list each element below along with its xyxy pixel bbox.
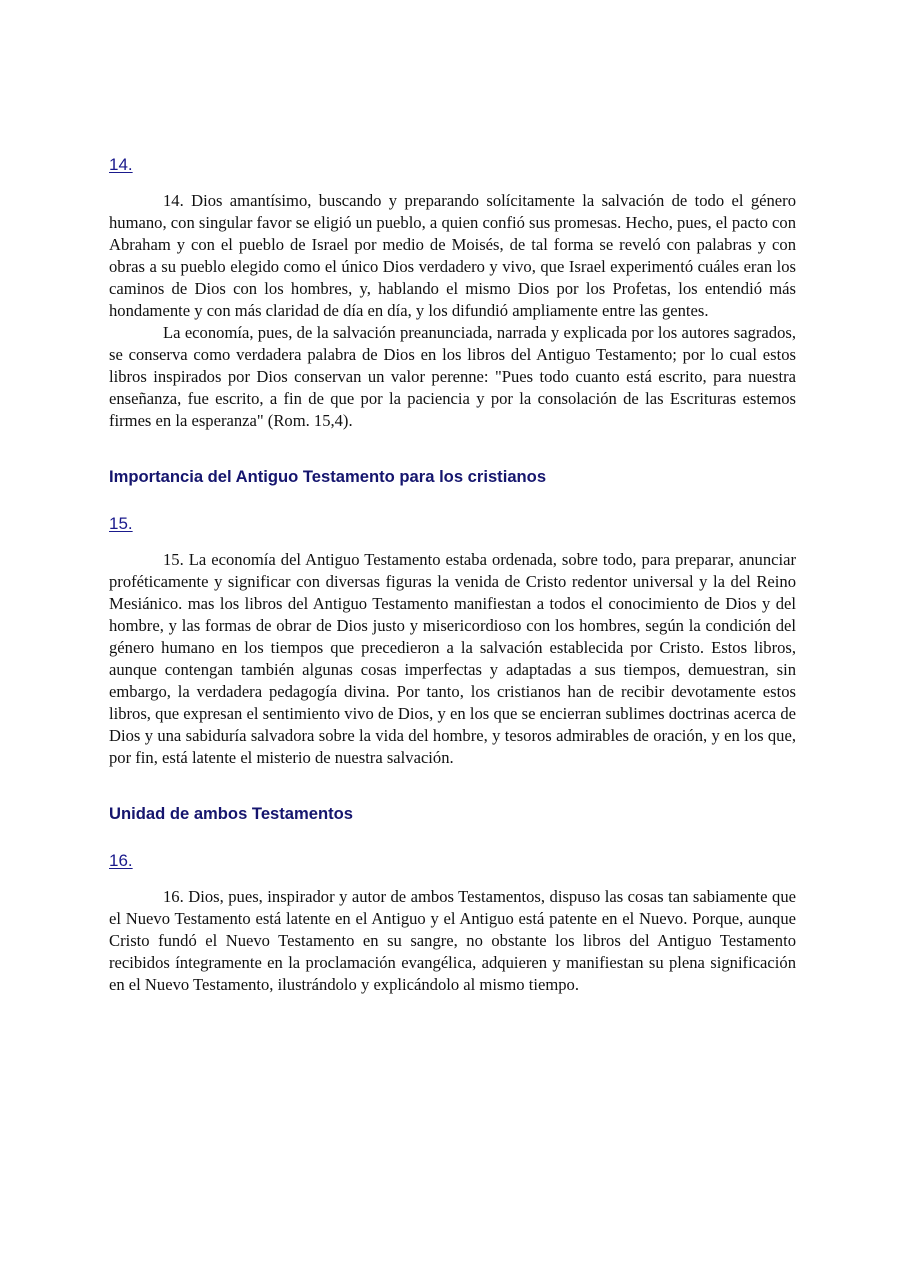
section-heading-importancia: Importancia del Antiguo Testamento para los cristianos [109, 467, 547, 486]
paragraph-14-body: 14. Dios amantísimo, buscando y preparando solícitamente la salvación de todo el género humano, con singular favor se eligió un pueblo, a quien confió sus promesas. Hecho, pues, el pacto con Abraham y con el pueblo de Israel por medio de Moisés, de tal forma se reveló con palabras y con obras a su pueblo elegido como el único Dios verdadero y vivo, que Israel experimentó cuáles eran los caminos de Dios con los hombres, y, hablando el mismo Dios por los Profetas, los entendió más hondamente y con más claridad de día en día, y los difundió ampliamente entre las gentes. [109, 191, 796, 320]
paragraph-number-link-15[interactable]: 15. [109, 514, 133, 533]
document-page [109, 153, 796, 996]
section-14 [109, 153, 796, 432]
section-16 [109, 803, 796, 996]
paragraph-16-body: 16. Dios, pues, inspirador y autor de ambos Testamentos, dispuso las cosas tan sabiamente que el Nuevo Testamento está latente en el Antiguo y el Antiguo está patente en el Nuevo. Porque, aunque Cristo fundó el Nuevo Testamento en su sangre, no obstante los libros del Antiguo Testamento recibidos íntegramente en la proclamación evangélica, adquieren y manifiestan su plena significación en el Nuevo Testamento, ilustrándolo y explicándolo al mismo tiempo. [109, 887, 796, 994]
section-15 [109, 466, 796, 769]
paragraph-14-continuation: La economía, pues, de la salvación preanunciada, narrada y explicada por los autores sagrados, se conserva como verdadera palabra de Dios en los libros del Antiguo Testamento; por lo cual estos libros inspirados por Dios conservan un valor perenne: "Pues todo cuanto está escrito, para nuestra enseñanza, fue escrito, a fin de que por la paciencia y por la consolación de las Escrituras estemos firmes en la esperanza" (Rom. 15,4). [109, 323, 796, 430]
paragraph-number-link-14[interactable]: 14. [109, 155, 133, 174]
paragraph-15-body: 15. La economía del Antiguo Testamento estaba ordenada, sobre todo, para preparar, anunciar proféticamente y significar con diversas figuras la venida de Cristo redentor universal y la del Reino Mesiánico. mas los libros del Antiguo Testamento manifiestan a todos el conocimiento de Dios y del hombre, y las formas de obrar de Dios justo y misericordioso con los hombres, según la condición del género humano en los tiempos que precedieron a la salvación establecida por Cristo. Estos libros, aunque contengan también algunas cosas imperfectas y adaptadas a sus tiempos, demuestran, sin embargo, la verdadera pedagogía divina. Por tanto, los cristianos han de recibir devotamente estos libros, que expresan el sentimiento vivo de Dios, y en los que se encierran sublimes doctrinas acerca de Dios y una sabiduría salvadora sobre la vida del hombre, y tesoros admirables de oración, y en los que, por fin, está latente el misterio de nuestra salvación. [109, 550, 796, 767]
section-heading-unidad: Unidad de ambos Testamentos [109, 804, 354, 823]
paragraph-number-link-16[interactable]: 16. [109, 851, 133, 870]
